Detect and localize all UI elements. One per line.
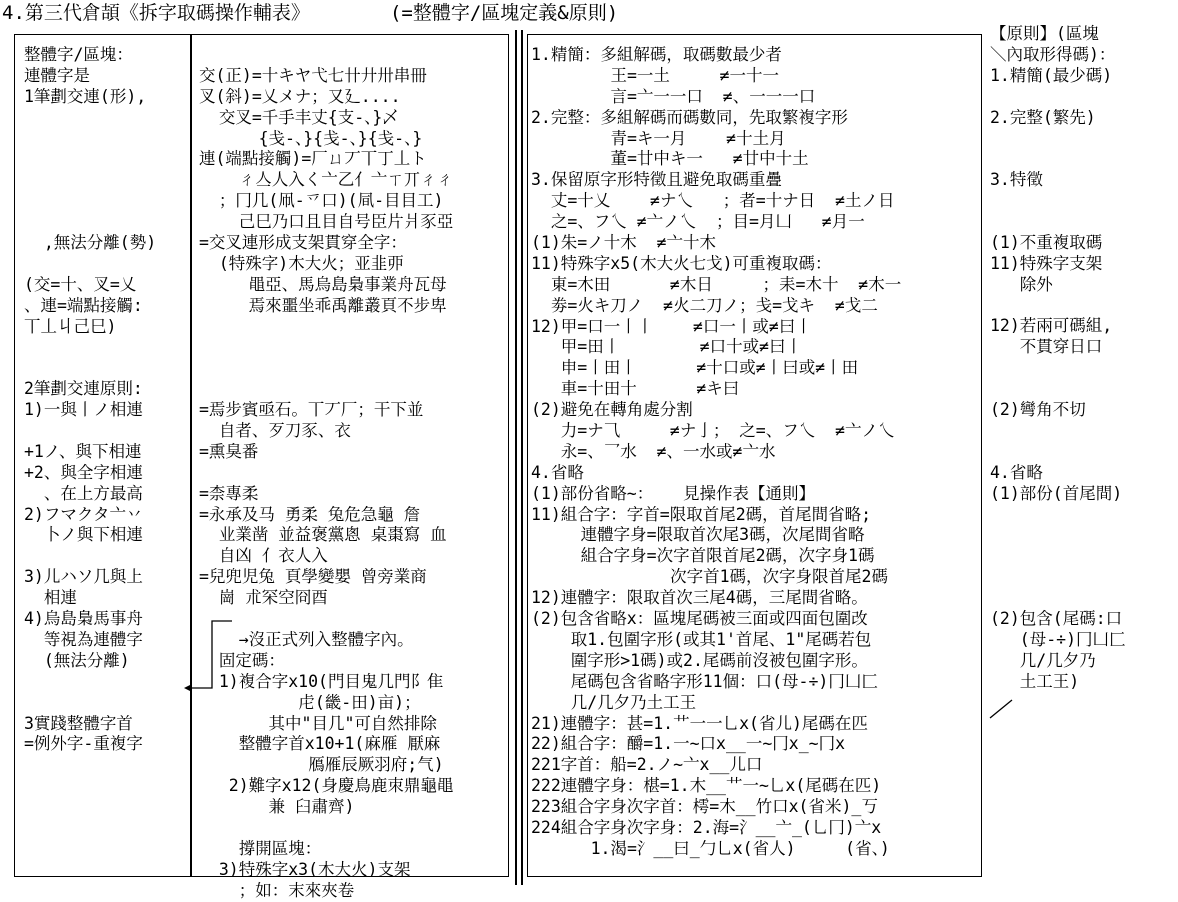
col2-line: 連(端點接觸)=厂ㄩ丆丅丁丄ト <box>199 149 427 169</box>
col1-line: 2)フマクタ亠丷 <box>24 504 143 524</box>
left-column-divider <box>190 34 192 877</box>
col4-line: 【原則】(區塊 <box>990 24 1099 43</box>
col3-line: (2)避免在轉角處分割 <box>531 400 693 420</box>
col3-line: 223組合字身次字首：樗=木__竹口x(省米)_丂 <box>531 797 878 817</box>
col2-line: 兼 臼肅齊) <box>199 797 355 817</box>
col3-line: 11)特殊字x5(木大火七戈)可重複取碼： <box>531 253 832 273</box>
col-rules <box>531 45 981 875</box>
col4-line <box>990 296 1176 317</box>
col4-line: 11)特殊字支架 <box>990 253 1103 273</box>
col1-line: 3實踐整體字首 <box>24 713 133 733</box>
col1-line: 、連=端點接觸: <box>24 295 143 315</box>
col4-line <box>990 191 1176 212</box>
col3-line: 甲=田丨 ≠口十或≠曰丨 <box>531 337 803 357</box>
col1-line: 丅丄丩己巳) <box>24 316 117 336</box>
col3-line: 12)連體字：限取首次三尾4碼，三尾間省略。 <box>531 588 868 608</box>
col1-line <box>24 546 188 567</box>
col2-line: 交叉=千手丰丈{支-、}乄 <box>199 107 399 127</box>
col3-line: 之=、フ乀 ≠亠ノ乀 ；目=月凵 ≠月一 <box>531 212 865 232</box>
col-principles <box>990 24 1176 884</box>
col3-line: 1.渴=氵__曰_勹乚x(省人) (省、) <box>531 838 890 858</box>
col4-line <box>990 358 1176 379</box>
col2-line: 交(正)=十キヤ弋七卄廾卅串冊 <box>199 65 427 85</box>
col3-line: 永=、乛水 ≠、一水或≠亠水 <box>531 441 776 461</box>
col3-line: 青=キ一月 ≠十土月 <box>531 128 786 148</box>
col4-line: (2)彎角不切 <box>990 400 1086 420</box>
col3-line: 劵=火キ刀ノ ≠火二刀ノ；戋=戈キ ≠戈二 <box>531 295 878 315</box>
col3-line: 圍字形>1碼)或2.尾碼前沒被包圍字形。 <box>531 650 868 670</box>
col3-line: 力=ナ⺄ ≠ナ亅； 之=、フ乀 ≠亠ノ乀 <box>531 421 895 441</box>
col2-line: =熏臭番 <box>199 441 259 461</box>
col1-line <box>24 254 188 275</box>
col3-line: 丈=十乂 ≠ナ乀 ；者=十ナ日 ≠土ノ日 <box>531 191 895 211</box>
col1-line: ,無法分離(勢) <box>24 233 157 253</box>
col4-line <box>990 128 1176 149</box>
col4-line: 4.省略 <box>990 462 1043 482</box>
col1-line: 2筆劃交連原則: <box>24 379 143 399</box>
col3-line: 取1.包圍字形(或其1'首尾、1"尾碼若包 <box>531 629 872 649</box>
col1-line <box>24 191 188 212</box>
col1-line: +2、與全字相連 <box>24 462 143 482</box>
col3-line: 董=廿中キ一 ≠廿中十土 <box>531 149 809 169</box>
col2-line: 自凶 亻衣人入 <box>199 546 328 566</box>
col3-line: 11)組合字：字首=限取首尾2碼，首尾間省略; <box>531 504 872 524</box>
col1-line <box>24 421 188 442</box>
col1-line: 3)儿ハソ几與上 <box>24 567 143 587</box>
col1-line <box>24 108 188 129</box>
col2-line: 虍(畿-田)亩)； <box>199 692 421 712</box>
col1-line: 1)一與丨ノ相連 <box>24 400 143 420</box>
col2-line: ；如：末來夾卷 <box>199 880 355 900</box>
col4-line: (1)部份(首尾間) <box>990 483 1123 503</box>
col1-line <box>24 672 188 693</box>
col1-line: +1ノ、與下相連 <box>24 441 142 461</box>
col3-line: 車=十田十 ≠キ曰 <box>531 379 740 399</box>
col3-line: 12)甲=口一丨丨 ≠口一丨或≠曰丨 <box>531 316 812 336</box>
col2-line: (特殊字)木大火；亚韭丣 <box>199 253 404 273</box>
col2-line: 自者、歹刀豕、衣 <box>199 421 351 441</box>
col3-line: (1)部份省略~： 見操作表【通則】 <box>531 483 816 503</box>
col1-line: 、在上方最高 <box>24 483 143 503</box>
col2-line: =焉步賓亟石。丅丆厂；干下並 <box>199 400 424 420</box>
col4-line: (1)不重複取碼 <box>990 232 1103 252</box>
double-divider-left <box>515 30 517 885</box>
col4-line: 不貫穿日口 <box>990 337 1103 357</box>
col2-line <box>199 317 511 338</box>
col2-line <box>199 337 511 358</box>
col2-line: =兒兜児兔 頁學變嬰 曾旁業商 <box>199 567 427 587</box>
col3-line: 224組合字身次字身：2.海=氵__亠_(乚冂)亠x <box>531 817 882 837</box>
col3-line: 21)連體字：甚=1.艹一一乚x(省儿)尾碼在匹 <box>531 713 868 733</box>
col2-line <box>199 358 511 379</box>
col1-line: 連體字是 <box>24 65 90 85</box>
col2-line: 鴈雁辰厥羽府;气) <box>199 755 444 775</box>
col2-line <box>199 379 511 400</box>
col2-line: 焉來噩坐乖禹離叢頁不步卑 <box>199 295 447 315</box>
col2-line: 撐開區塊： <box>199 838 322 858</box>
col2-line: 1)複合字x10(門目鬼几門阝隹 <box>199 671 444 691</box>
col4-line <box>990 567 1176 588</box>
col2-line: →沒正式列入整體字內。 <box>199 629 414 649</box>
col2-line: ㄔ亼人入く亠乙亻亠ㄒ丌ㄔㄔ <box>199 170 454 190</box>
col4-line: 除外 <box>990 274 1053 294</box>
col1-line: (交=十、叉=乂 <box>24 274 137 294</box>
col3-line: 221字首：船=2.ノ~亠x__儿口 <box>531 755 763 775</box>
col2-line: 整體字首x10+1(麻雁 厭麻 <box>199 734 441 754</box>
col3-line: 王=一土 ≠一十一 <box>531 65 780 85</box>
col1-line <box>24 149 188 170</box>
col4-line: ＼內取形得碼)： <box>990 44 1116 64</box>
col4-line <box>990 442 1176 463</box>
col1-line <box>24 337 188 358</box>
col1-line <box>24 693 188 714</box>
col-examples <box>199 45 511 900</box>
col1-line: 卜ノ與下相連 <box>24 525 143 545</box>
col4-line <box>990 149 1176 170</box>
col4-line: 1.精簡(最少碼) <box>990 65 1113 85</box>
col2-line: 黽亞、馬烏島梟事業舟瓦母 <box>199 274 447 294</box>
col2-line: 其中"目几"可自然排除 <box>199 713 437 733</box>
col2-line <box>199 45 511 66</box>
col2-line <box>199 609 511 630</box>
col2-line: 叉(斜)=乂メナ；又廴.... <box>199 86 401 106</box>
col3-line: 次字首1碼，次字身限首尾2碼 <box>531 567 888 587</box>
col2-line: {戋-、}{戋-、}{戋-、} <box>199 128 423 148</box>
col3-line: 22)組合字：釂=1.一~口x__一~冂x_~冂x <box>531 734 846 754</box>
col3-line: (2)包含省略x：區塊尾碼被三面或四面包圍改 <box>531 609 868 629</box>
col1-line: =例外字-重複字 <box>24 734 143 754</box>
col1-line: 等視為連體字 <box>24 629 143 649</box>
col4-line: (2)包含(尾碼:口 <box>990 608 1123 628</box>
col3-line: 組合字身=次字首限首尾2碼，次字身1碼 <box>531 546 875 566</box>
col3-line: 4.省略 <box>531 462 584 482</box>
col1-line: 1筆劃交連(形), <box>24 86 147 106</box>
col2-line <box>199 818 511 839</box>
page-title: 4.第三代倉頡《拆字取碼操作輔表》 (=整體字/區塊定義&原則) <box>2 2 619 24</box>
col3-line: (1)朱=ノ十木 ≠亠十木 <box>531 233 717 253</box>
col4-line: 土工王) <box>990 671 1080 691</box>
col4-line <box>990 525 1176 546</box>
col3-line: 言=亠一一口 ≠、一一一口 <box>531 86 816 106</box>
col4-line <box>990 421 1176 442</box>
col4-line: 2.完整(繁先) <box>990 107 1096 127</box>
col2-line: =交叉連形成支架貫穿全字： <box>199 233 407 253</box>
col4-line <box>990 546 1176 567</box>
col3-line: 申=丨田丨 ≠十口或≠丨曰或≠丨田 <box>531 358 859 378</box>
col2-line: 己巳乃口且目自号臣片爿豕亞 <box>199 212 454 232</box>
col3-line: 222連體字身：椹=1.木__艹一~乚x(尾碼在匹) <box>531 776 882 796</box>
col1-line: (無法分離) <box>24 650 130 670</box>
col2-line: =柰專柔 <box>199 483 259 503</box>
col2-line: 固定碼： <box>199 650 285 670</box>
col3-line: 連體字身=限取首次尾3碼，次尾間省略 <box>531 525 865 545</box>
col-definitions <box>24 45 188 875</box>
col2-line: 2)難字x12(身慶鳥鹿朿鼎龜黽 <box>199 776 454 796</box>
page-subtitle: (=整體字/區塊定義&原則) <box>389 2 619 24</box>
col2-line: 崗 朮罙空冏酉 <box>199 588 328 608</box>
col4-line <box>990 87 1176 108</box>
col2-line: 3)特殊字x3(木大火)支架 <box>199 859 411 879</box>
col4-line: 12)若兩可碼組, <box>990 316 1113 336</box>
col1-line: 整體字/區塊： <box>24 45 133 64</box>
col1-line: 相連 <box>24 588 77 608</box>
col2-line: ；冂几(凧-乊口)(凬-目目工) <box>199 191 444 211</box>
col1-line <box>24 170 188 191</box>
col1-line: 4)烏島梟馬事舟 <box>24 609 143 629</box>
col1-line <box>24 358 188 379</box>
col3-line: 2.完整：多組解碼而碼數同，先取繁複字形 <box>531 107 848 127</box>
col4-line: (母-÷)冂凵匚 <box>990 629 1126 649</box>
col4-line <box>990 212 1176 233</box>
col4-line <box>990 588 1176 609</box>
col1-line <box>24 129 188 150</box>
col4-line <box>990 379 1176 400</box>
col3-line: 東=木田 ≠木日 ；耒=木十 ≠木一 <box>531 274 902 294</box>
col4-line <box>990 504 1176 525</box>
col4-line: 几/几夕乃 <box>990 650 1096 670</box>
col2-line: =永承及马 勇柔 兔危急龜 詹 <box>199 504 421 524</box>
col4-line: 3.特徵 <box>990 170 1043 190</box>
col3-line: 几/几夕乃土工王 <box>531 692 697 712</box>
col2-line <box>199 463 511 484</box>
col3-line: 3.保留原字形特徵且避免取碼重疊 <box>531 170 782 190</box>
col2-line: 业業凿 並益褒黨悤 桌棗寫 血 <box>199 525 447 545</box>
col3-line: 1.精簡：多組解碼，取碼數最少者 <box>531 45 782 64</box>
col3-line: 尾碼包含省略字形11個：口(母-÷)冂凵匚 <box>531 671 878 691</box>
col1-line <box>24 212 188 233</box>
double-divider-right <box>521 30 523 885</box>
